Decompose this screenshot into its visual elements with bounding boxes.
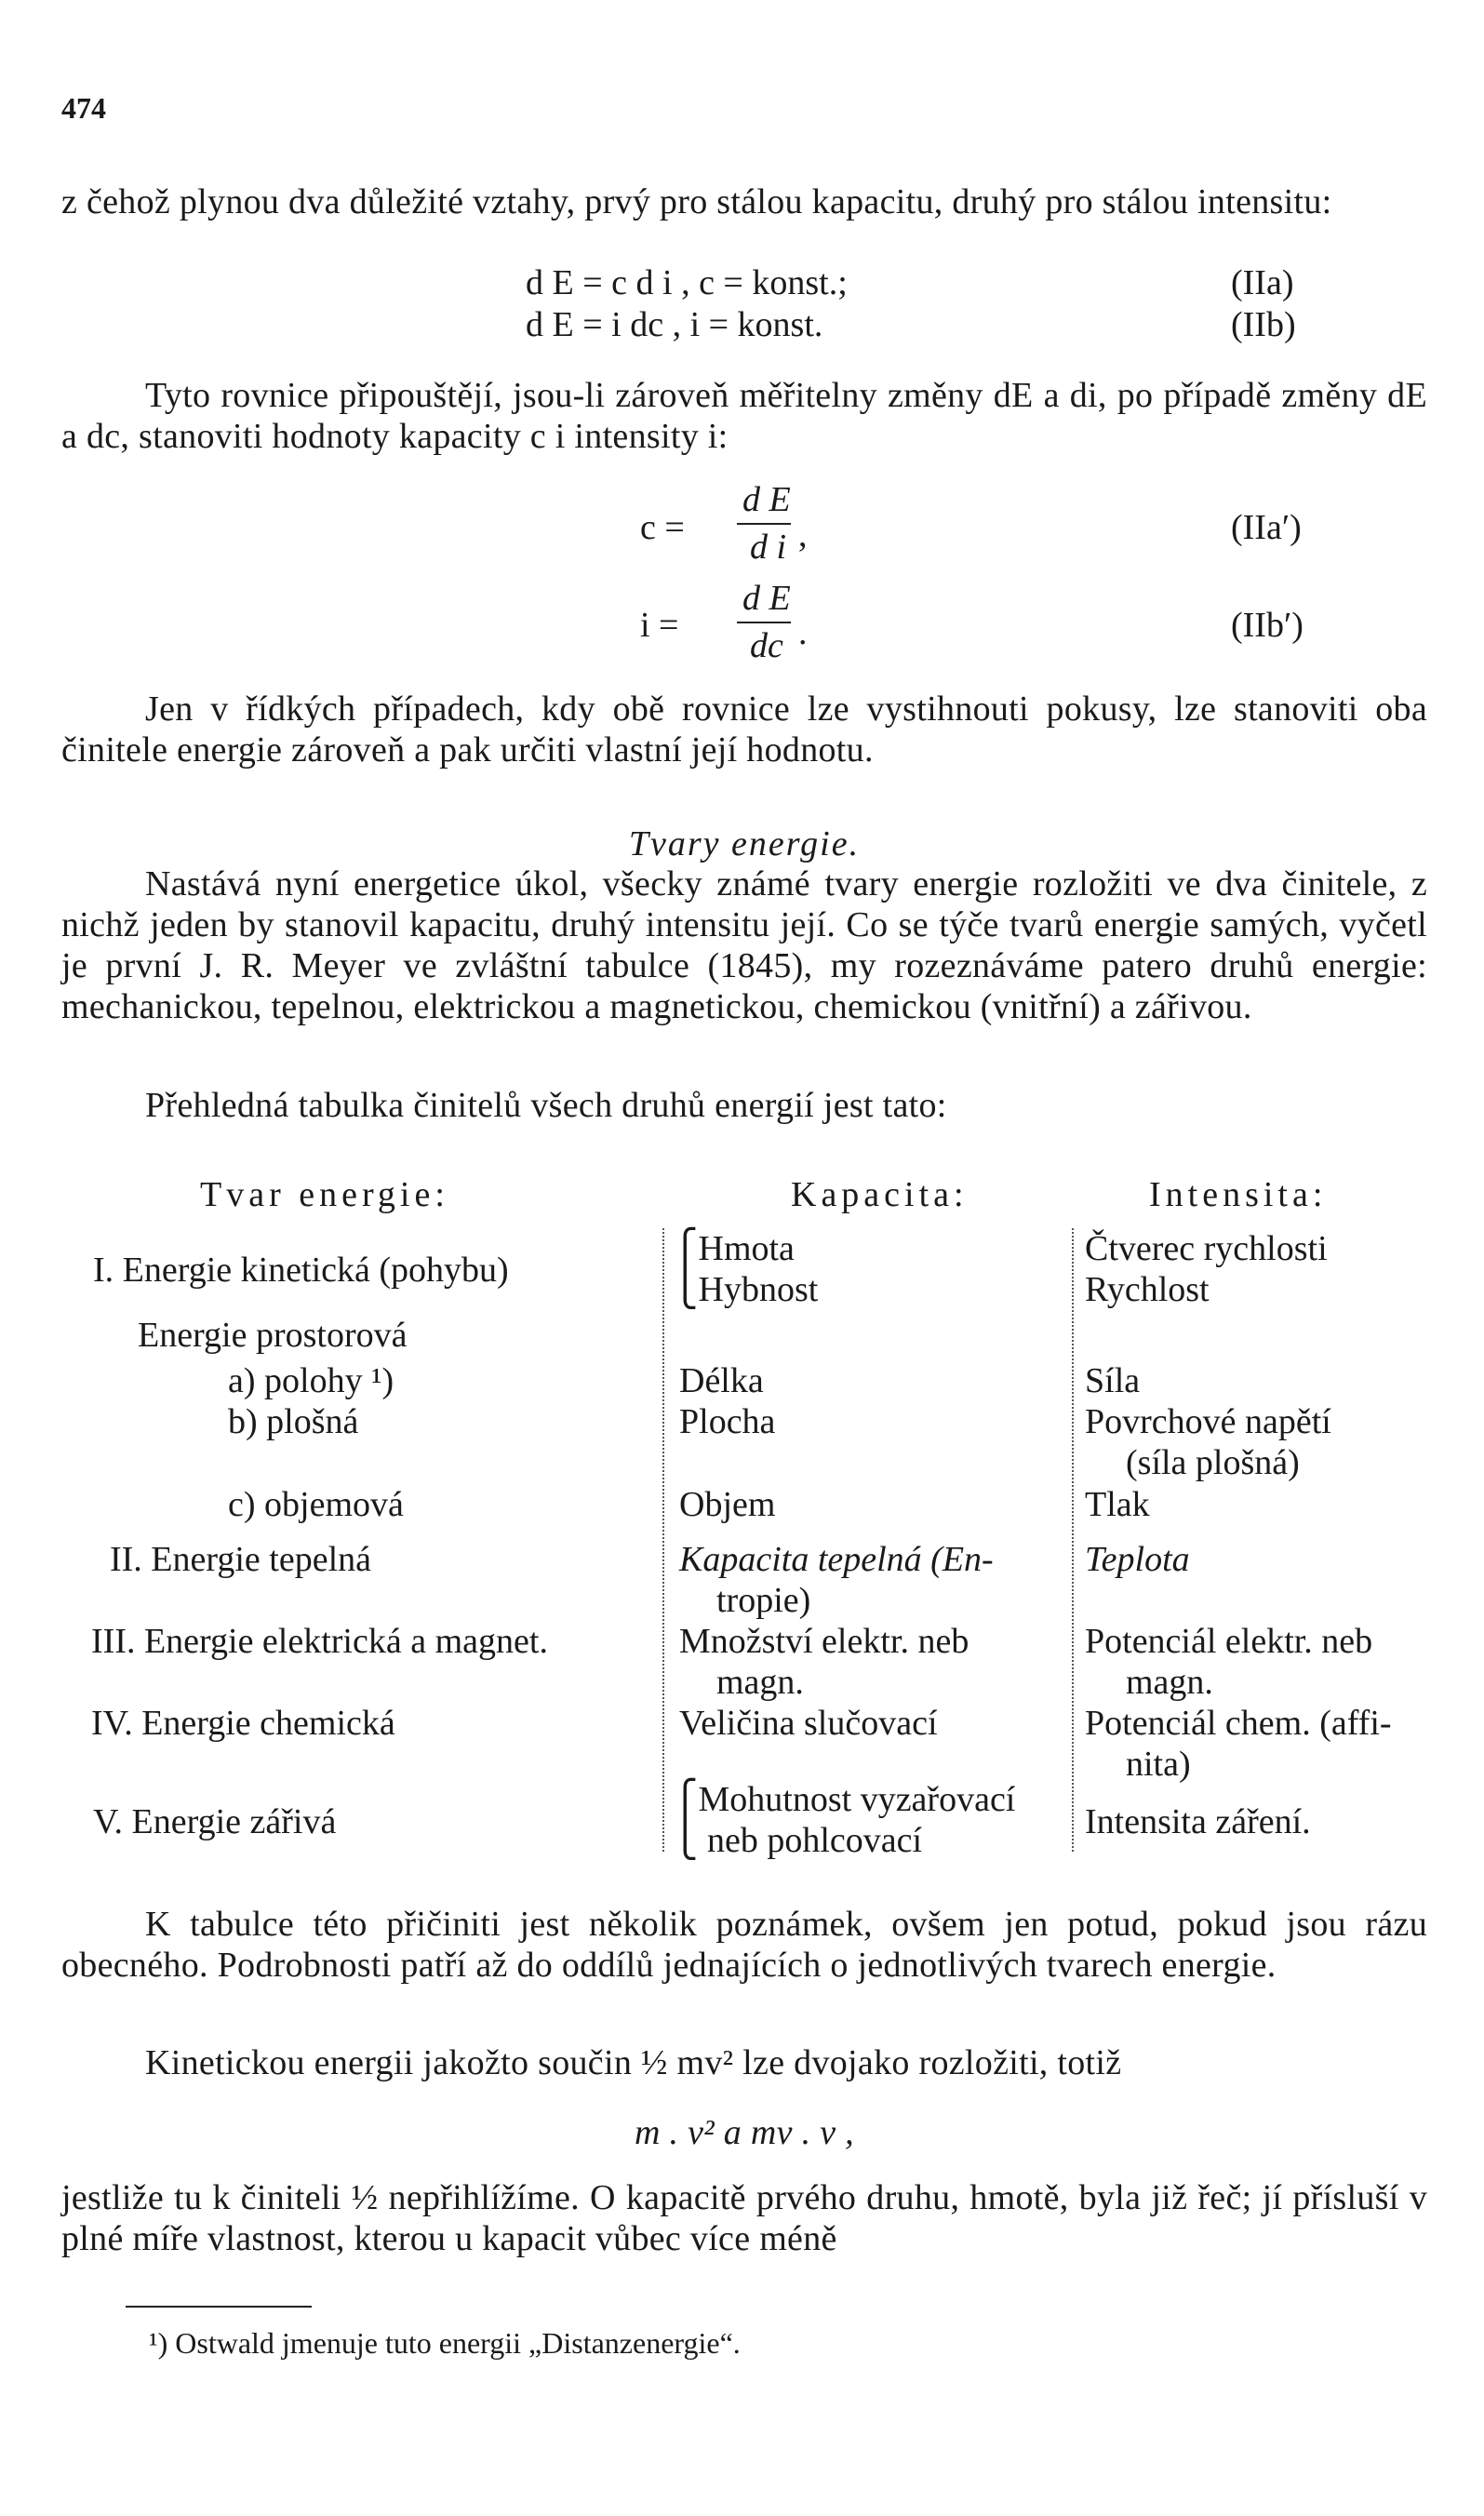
row2a-capacity: Délka (679, 1361, 764, 1400)
row5-capacity: Veličina slučovací (679, 1704, 938, 1743)
table-header-form: Tvar energie: (200, 1175, 449, 1214)
row4-intensity-a: Potenciál elektr. neb (1085, 1622, 1373, 1661)
row5-intensity-b: nita) (1126, 1745, 1191, 1784)
row2a-intensity: Síla (1085, 1361, 1141, 1400)
row6-intensity: Intensita záření. (1085, 1802, 1311, 1841)
equation-IIa: d E = c d i , c = konst.; (526, 263, 848, 302)
paragraph-2: Tyto rovnice připouštějí, jsou-li zároveň měřitelny změny dE a di, po případě změny dE a dc, stanoviti hodnoty kapacity c i intensity i: (61, 376, 1427, 456)
footnote: ¹) Ostwald jmenuje tuto energii „Distanzenergie“. (149, 2326, 741, 2360)
fraction-IIb-denominator: dc (750, 626, 783, 665)
paragraph-7: Kinetickou energii jakožto součin ½ mv² lze dvojako rozložiti, totiž (145, 2043, 1122, 2082)
row2b-capacity: Plocha (679, 1402, 776, 1441)
row3-form: II. Energie tepelná (110, 1540, 371, 1579)
row4-capacity-b: magn. (716, 1663, 804, 1702)
page-number: 474 (61, 91, 106, 125)
fraction-IIa-denominator: d i (750, 528, 787, 567)
equation-IIb: d E = i dc , i = konst. (526, 305, 823, 344)
fraction-IIb-punct: . (798, 613, 808, 652)
equation-IIa-label: (IIa) (1231, 263, 1294, 302)
fraction-IIb-numerator: d E (742, 579, 791, 618)
row2-form: Energie prostorová (138, 1316, 408, 1355)
row1-capacity-a: ⎧Hmota (672, 1229, 795, 1268)
row6-capacity-b: ⎩ neb pohlcovací (672, 1821, 923, 1860)
table-divider-2 (1072, 1228, 1074, 1852)
fraction-IIa-numerator: d E (742, 480, 791, 519)
row5-intensity-a: Potenciál chem. (affi- (1085, 1704, 1392, 1743)
row2b-form: b) plošná (228, 1402, 359, 1441)
row6-form: V. Energie zářivá (93, 1802, 337, 1841)
paragraph-3: Jen v řídkých případech, kdy obě rovnice lze vystihnouti pokusy, lze stanoviti oba činitele energie zároveň a pak určiti vlastní její hodnotu. (61, 689, 1427, 770)
table-header-capacity: Kapacita: (791, 1175, 969, 1214)
row2c-intensity: Tlak (1085, 1485, 1150, 1524)
row5-form: IV. Energie chemická (91, 1704, 395, 1743)
row1-capacity-b: ⎩Hybnost (672, 1270, 819, 1309)
fraction-IIa-lhs: c = (640, 508, 685, 547)
table-divider-1 (662, 1228, 664, 1852)
table-header-intensity: Intensita: (1149, 1175, 1328, 1214)
row1-intensity-a: Čtverec rychlosti (1085, 1229, 1328, 1268)
paragraph-8: jestliže tu k činiteli ½ nepřihlížíme. O kapacitě prvého druhu, hmotě, byla již řeč; jí přísluší v plné míře vlastnost, kterou u kapacit vůbec více méně (61, 2178, 1427, 2258)
row1-form: I. Energie kinetická (pohybu) (93, 1251, 509, 1290)
equation-IIa-prime-label: (IIa′) (1231, 508, 1302, 547)
row4-capacity-a: Množství elektr. neb (679, 1622, 969, 1661)
section-title: Tvary energie. (628, 824, 861, 863)
row2a-form: a) polohy ¹) (228, 1361, 394, 1400)
row4-form: III. Energie elektrická a magnet. (91, 1622, 548, 1661)
equation-decomposition: m . v² a mv . v , (635, 2113, 854, 2152)
row6-capacity-a: ⎧Mohutnost vyzařovací (672, 1780, 1016, 1819)
row3-capacity-a: Kapacita tepelná (En- (679, 1540, 994, 1579)
intro-paragraph: z čehož plynou dva důležité vztahy, prvý pro stálou kapacitu, druhý pro stálou intensitu: (61, 182, 1332, 221)
paragraph-6: K tabulce této přičiniti jest několik poznámek, ovšem jen potud, pokud jsou rázu obecného. Podrobnosti patří až do oddílů jednajících o jednotlivých tvarech energie. (61, 1905, 1427, 1985)
fraction-IIb-bar (737, 622, 791, 623)
row4-intensity-b: magn. (1126, 1663, 1213, 1702)
fraction-IIa-bar (737, 523, 791, 525)
row3-intensity: Teplota (1085, 1540, 1190, 1579)
row2b-intensity-b: (síla plošná) (1126, 1443, 1300, 1482)
footnote-rule (126, 2306, 312, 2308)
row2b-intensity-a: Povrchové napětí (1085, 1402, 1331, 1441)
row2c-form: c) objemová (228, 1485, 404, 1524)
row3-capacity-b: tropie) (716, 1581, 811, 1620)
paragraph-4: Nastává nyní energetice úkol, všecky známé tvary energie rozložiti ve dva činitele, z nichž jeden by stanovil kapacitu, druhý intensitu její. Co se týče tvarů energie samých, vyčetl je první J. R. Meyer ve zvláštní tabulce (1845), my rozeznáváme patero druhů energie: mechanickou, tepelnou, elektrickou a magnetickou, chemickou (vnitřní) a zářivou. (61, 864, 1427, 1026)
equation-IIb-prime-label: (IIb′) (1231, 606, 1304, 645)
fraction-IIa-punct: , (798, 515, 808, 555)
row1-intensity-b: Rychlost (1085, 1270, 1210, 1309)
paragraph-5: Přehledná tabulka činitelů všech druhů energií jest tato: (145, 1086, 947, 1125)
row2c-capacity: Objem (679, 1485, 776, 1524)
equation-IIb-label: (IIb) (1231, 305, 1296, 344)
fraction-IIb-lhs: i = (640, 606, 679, 645)
